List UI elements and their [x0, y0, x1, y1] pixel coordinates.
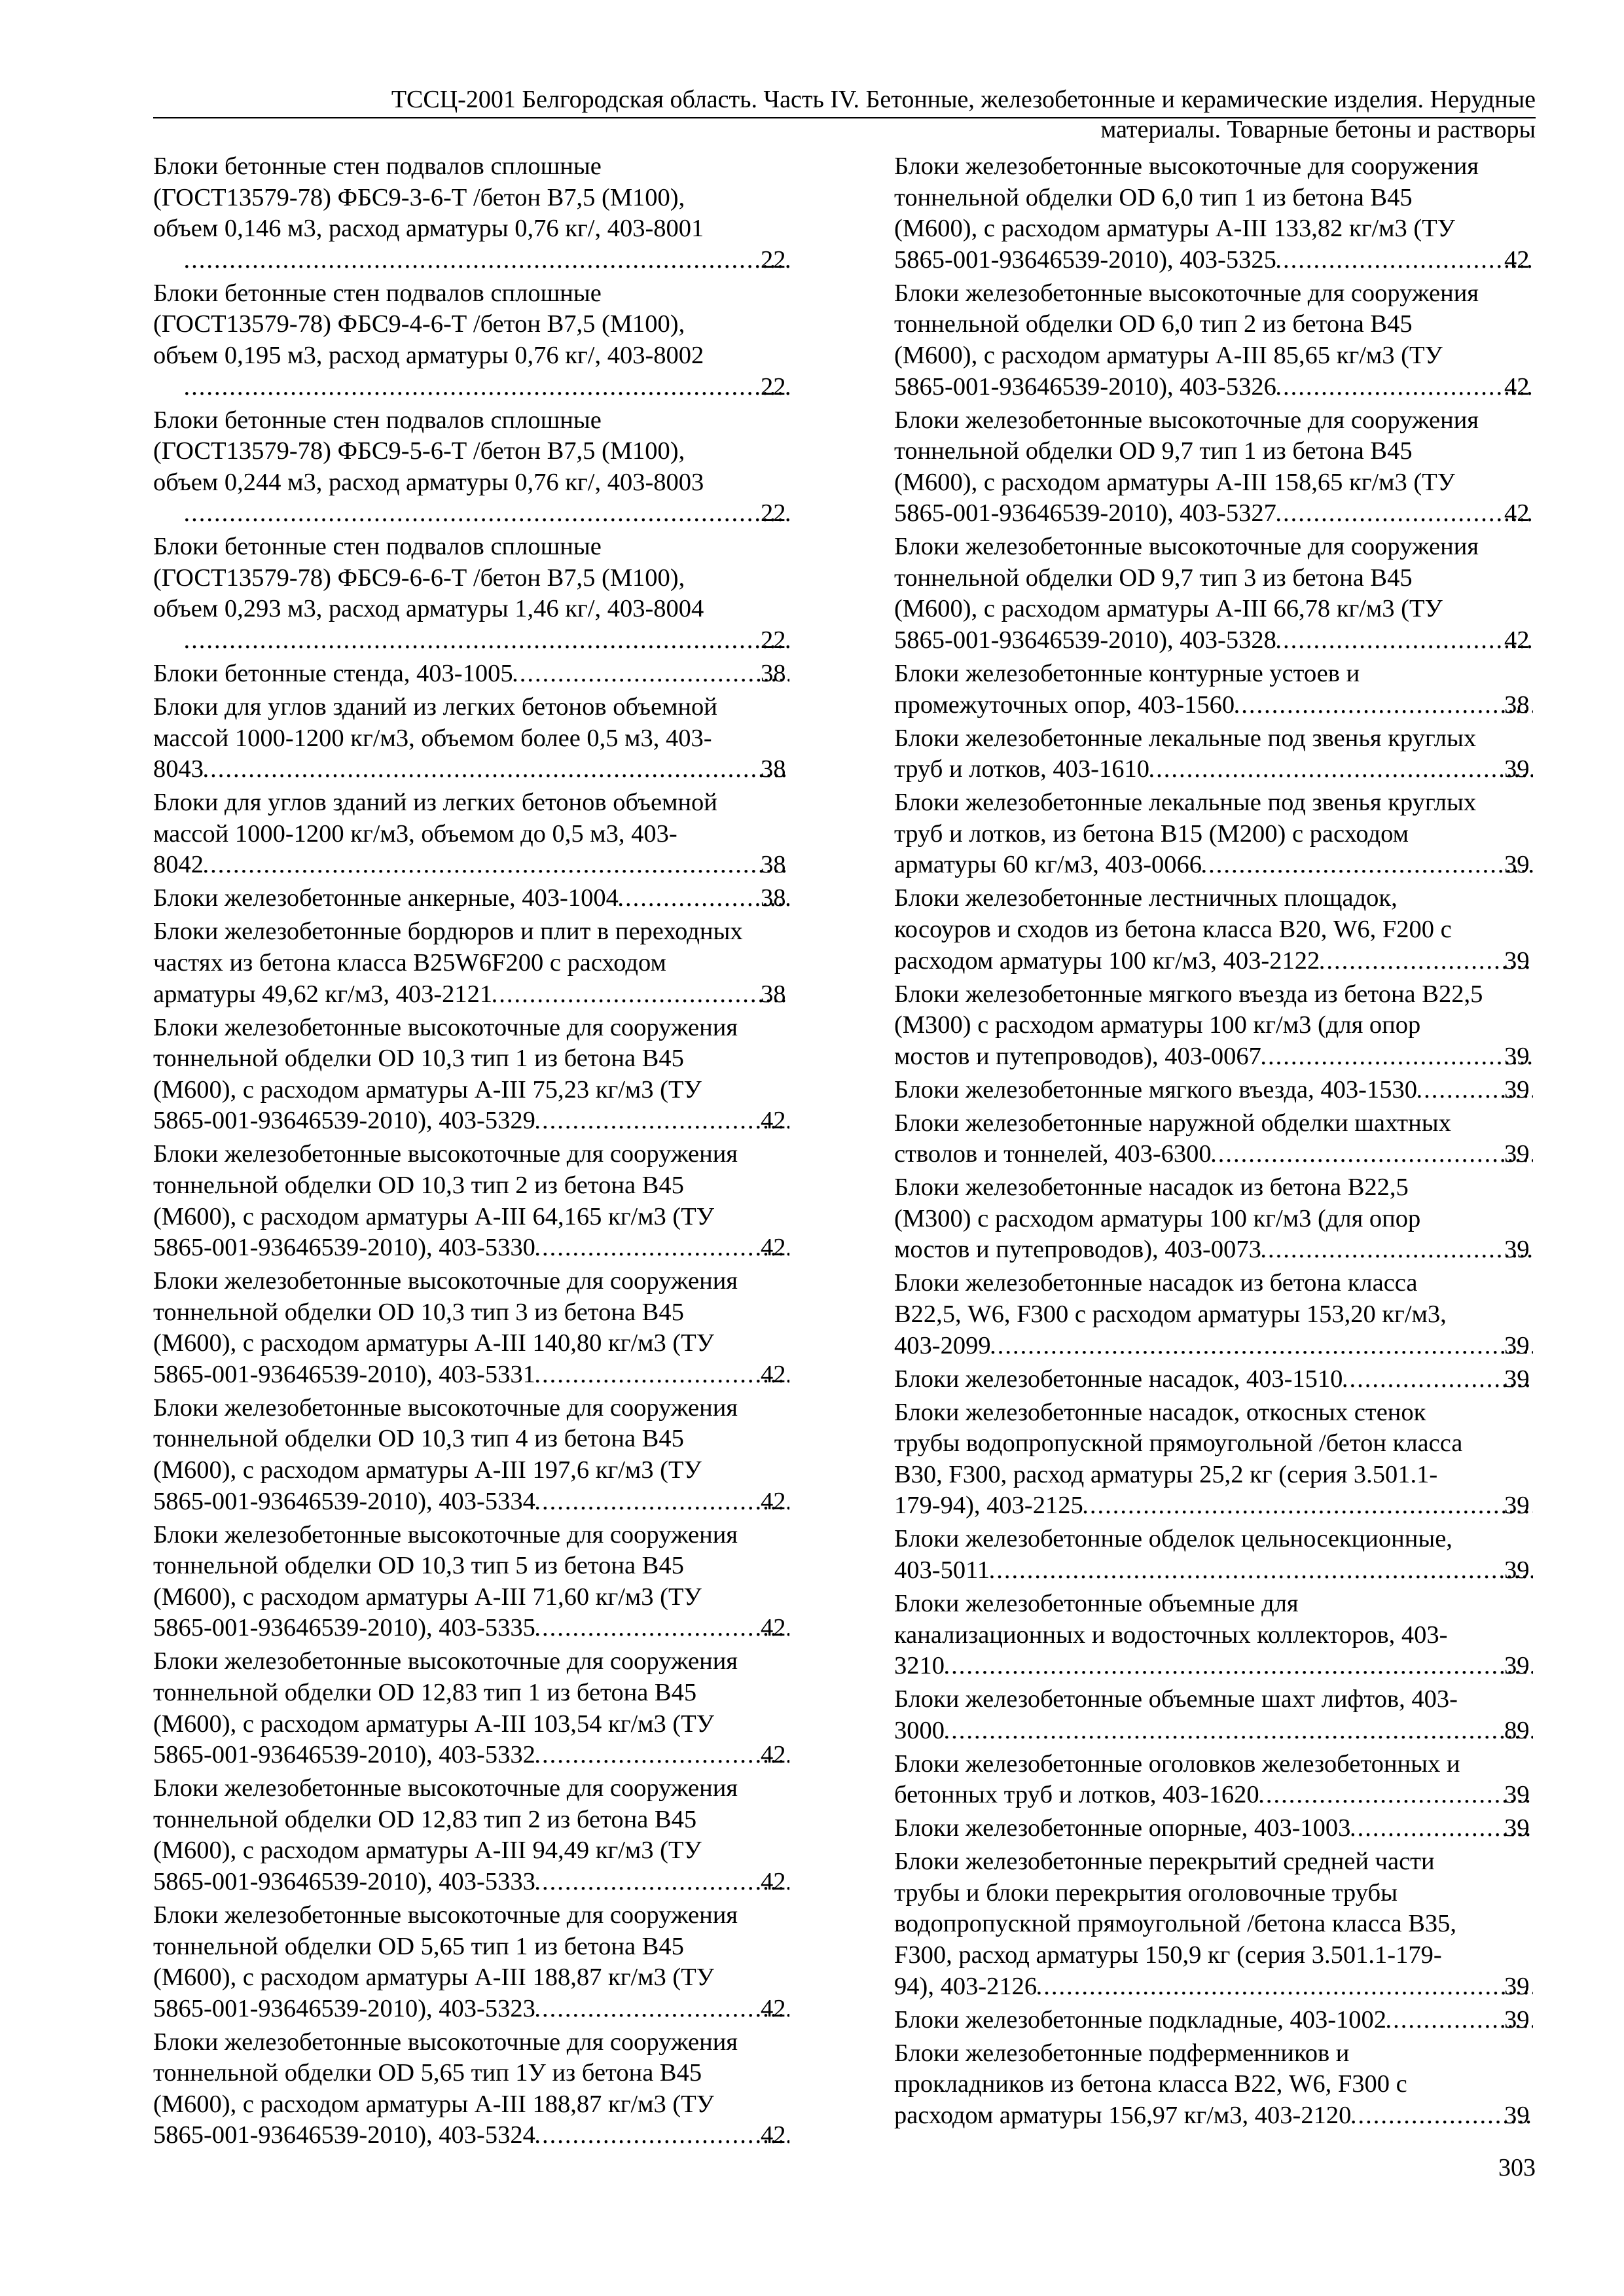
index-column-right [894, 151, 1536, 2134]
entry-text-last: Блоки железобетонные мягкого въезда, 403-1530 [894, 1075, 1417, 1103]
entry-page-number: 38 [761, 660, 786, 688]
entry-leader-line [894, 850, 1536, 881]
entry-leader-line [894, 1234, 1536, 1266]
entry-leader-line [894, 1555, 1536, 1587]
entry-text-line: Блоки железобетонные оголовков железобетонных и [894, 1749, 1460, 1778]
dot-leader [1037, 1971, 1533, 2003]
dot-leader [535, 1613, 789, 1644]
entry-text-line: В22,5, W6, F300 с расходом арматуры 153,20 кг/м3, [894, 1300, 1447, 1329]
index-entry [894, 658, 1536, 721]
entry-leader-line [894, 1780, 1536, 1811]
entry-leader-line [153, 1486, 792, 1518]
entry-text-last: 5865-001-93646539-2010), 403-5334 [153, 1487, 535, 1515]
dot-leader [204, 754, 789, 785]
entry-text-line: тоннельной обделки OD 5,65 тип 1У из бетона В45 [153, 2059, 702, 2087]
entry-text-last: 403-2099 [894, 1331, 991, 1359]
index-entry [153, 2027, 792, 2151]
entry-text-last: мостов и путепроводов), 403-0073 [894, 1236, 1261, 1264]
entry-text-line: частях из бетона класса В25W6F200 с расходом [153, 948, 666, 977]
entry-text-last: арматуры 60 кг/м3, 403-0066 [894, 851, 1202, 879]
dot-leader [1212, 1139, 1533, 1170]
entry-text-last: 5865-001-93646539-2010), 403-5335 [153, 1614, 535, 1642]
dot-leader [535, 1105, 789, 1137]
entry-text-line: Блоки бетонные стен подвалов сплошные [153, 152, 602, 180]
entry-leader-line [153, 1613, 792, 1644]
header-line-1: ТССЦ-2001 Белгородская область. Часть IV. Бетонные, железобетонные и керамические изделия. Нерудные [391, 86, 1536, 113]
header-line-2: материалы. Товарные бетоны и растворы [1100, 116, 1536, 143]
entry-text-line: Блоки железобетонные высокоточные для сооружения [153, 1013, 738, 1041]
dot-leader [535, 1486, 789, 1518]
entry-page-number: 39 [1504, 2101, 1530, 2129]
entry-page-number: 42 [1504, 499, 1530, 528]
entry-leader-line [894, 2005, 1536, 2036]
entry-page-number: 39 [1504, 1042, 1530, 1070]
entry-page-number: 42 [761, 1741, 786, 1769]
entry-page-number: 39 [1504, 1492, 1530, 1520]
dot-leader [1149, 754, 1533, 785]
entry-text-last: 5865-001-93646539-2010), 403-5331 [153, 1360, 535, 1388]
entry-leader-line [153, 979, 792, 1011]
entry-text-line: Блоки железобетонные высокоточные для сооружения [153, 1267, 738, 1295]
entry-text-last: мостов и путепроводов), 403-0067 [894, 1042, 1261, 1070]
dot-leader [1202, 850, 1533, 881]
entry-leader-line [153, 1994, 792, 2025]
entry-leader-line [894, 946, 1536, 977]
index-entry [153, 916, 792, 1010]
entry-text-line: (М600), с расходом арматуры А-III 94,49 кг/м3 (ТУ [153, 1837, 702, 1865]
index-entry [894, 2005, 1536, 2036]
entry-text-last: труб и лотков, 403-1610 [894, 755, 1150, 783]
entry-text-line: косоуров и сходов из бетона класса В20, W6, F200 с [894, 915, 1452, 943]
index-entry [894, 151, 1536, 276]
entry-text-last: Блоки железобетонные подкладные, 403-1002 [894, 2005, 1387, 2034]
entry-text-line: Блоки бетонные стен подвалов сплошные [153, 533, 602, 561]
entry-text-line: Блоки железобетонные высокоточные для сооружения [153, 1774, 738, 1803]
entry-text-last: 5865-001-93646539-2010), 403-5324 [153, 2121, 535, 2149]
dot-leader [1320, 946, 1533, 977]
dot-leader [204, 850, 789, 881]
entry-text-line: тоннельной обделки OD 12,83 тип 2 из бетона В45 [153, 1805, 697, 1833]
entry-text-line: (ГОСТ13579-78) ФБС9-6-6-Т /бетон В7,5 (М100), [153, 564, 685, 592]
entry-page-number: 39 [1504, 1236, 1530, 1264]
entry-text-line: Блоки для углов зданий из легких бетонов объемной [153, 789, 717, 817]
entry-text-line: Блоки железобетонные контурные устоев и [894, 660, 1360, 688]
entry-leader-line [153, 754, 792, 785]
entry-text-last: 8043 [153, 755, 204, 783]
entry-leader-line [894, 690, 1536, 721]
entry-text-line: Блоки железобетонные лекальные под звенья круглых [894, 789, 1477, 817]
index-entry [153, 278, 792, 403]
entry-text-line: Блоки для углов зданий из легких бетонов объемной [153, 693, 717, 721]
entry-text-line: Блоки железобетонные наружной обделки шахтных [894, 1109, 1451, 1137]
entry-page-number: 22 [761, 499, 786, 528]
entry-leader-line [894, 2100, 1536, 2132]
entry-text-line: тоннельной обделки OD 10,3 тип 2 из бетона В45 [153, 1171, 684, 1199]
entry-page-number: 39 [1504, 755, 1530, 783]
entry-page-number: 39 [1504, 851, 1530, 879]
entry-text-line: тоннельной обделки OD 12,83 тип 1 из бетона В45 [153, 1678, 697, 1706]
entry-leader-line [894, 1331, 1536, 1362]
dot-leader [945, 1651, 1533, 1682]
entry-leader-line [185, 372, 792, 403]
entry-page-number: 39 [1504, 2005, 1530, 2034]
index-entry [153, 1773, 792, 1897]
dot-leader [1276, 498, 1533, 529]
entry-text-line: Блоки железобетонные насадок из бетона класса [894, 1269, 1418, 1297]
entry-leader-line [185, 245, 792, 276]
entry-leader-line [894, 245, 1536, 276]
entry-text-line: водопропускной прямоугольной /бетона класса В35, [894, 1910, 1457, 1938]
entry-text-line: Блоки железобетонные объемные для [894, 1589, 1299, 1617]
entry-text-line: (М600), с расходом арматуры А-III 66,78 кг/м3 (ТУ [894, 595, 1443, 623]
header-rule [153, 117, 1536, 118]
entry-page-number: 39 [1504, 1140, 1530, 1168]
entry-leader-line [894, 1971, 1536, 2003]
index-entry [894, 2038, 1536, 2132]
entry-text-line: Блоки железобетонные высокоточные для сооружения [153, 1520, 738, 1549]
entry-page-number: 42 [1504, 626, 1530, 655]
entry-leader-line [894, 1715, 1536, 1747]
entry-page-number: 38 [1504, 691, 1530, 719]
index-entry [894, 1684, 1536, 1746]
entry-text-line: (М600), с расходом арматуры А-III 188,87 кг/м3 (ТУ [153, 1964, 715, 1992]
entry-text-line: (М600), с расходом арматуры А-III 85,65 кг/м3 (ТУ [894, 341, 1443, 369]
entry-text-line: тоннельной обделки OD 10,3 тип 5 из бетона В45 [153, 1552, 684, 1580]
entry-text-line: Блоки железобетонные насадок, откосных стенок [894, 1398, 1426, 1426]
entry-text-last: 5865-001-93646539-2010), 403-5325 [894, 245, 1276, 274]
entry-text-line: массой 1000-1200 кг/м3, объемом более 0,5 м3, 403- [153, 724, 712, 752]
dot-leader [1235, 690, 1533, 721]
index-entry [153, 692, 792, 785]
entry-text-line: трубы и блоки перекрытия оголовочные трубы [894, 1878, 1398, 1907]
entry-page-number: 39 [1504, 1331, 1530, 1359]
entry-text-line: (М600), с расходом арматуры А-III 64,165 кг/м3 (ТУ [153, 1202, 715, 1230]
entry-text-line: F300, расход арматуры 150,9 кг (серия 3.501.1-179- [894, 1941, 1442, 1969]
entry-leader-line [185, 625, 792, 656]
entry-text-line: прокладников из бетона класса В22, W6, F300 с [894, 2070, 1407, 2098]
entry-text-line: тоннельной обделки OD 6,0 тип 1 из бетона В45 [894, 183, 1413, 211]
entry-page-number: 22 [761, 372, 786, 401]
entry-page-number: 38 [761, 755, 786, 783]
entry-text-last: 5865-001-93646539-2010), 403-5333 [153, 1867, 535, 1895]
entry-page-number: 42 [1504, 245, 1530, 274]
entry-page-number: 42 [761, 1234, 786, 1262]
entry-text-last: 8042 [153, 851, 204, 879]
entry-text-line: Блоки железобетонные высокоточные для сооружения [153, 2028, 738, 2056]
dot-leader [535, 2120, 789, 2151]
entry-page-number: 38 [761, 980, 786, 1008]
entry-text-last: 5865-001-93646539-2010), 403-5332 [153, 1741, 535, 1769]
entry-leader-line [894, 498, 1536, 529]
entry-text-line: Блоки железобетонные лестничных площадок, [894, 884, 1398, 912]
entry-text-line: массой 1000-1200 кг/м3, объемом до 0,5 м3, 403- [153, 819, 677, 848]
entry-text-line: объем 0,146 м3, расход арматуры 0,76 кг/, 403-8001 [153, 215, 704, 243]
entry-leader-line [153, 2120, 792, 2151]
entry-leader-line [894, 1364, 1536, 1395]
entry-text-line: трубы водопропускной прямоугольной /бетон класса [894, 1429, 1463, 1458]
dot-leader [1276, 372, 1533, 403]
entry-text-line: тоннельной обделки OD 5,65 тип 1 из бетона В45 [153, 1932, 684, 1960]
index-entry [153, 1646, 792, 1770]
entry-text-line: Блоки бетонные стен подвалов сплошные [153, 406, 602, 434]
entry-text-last: 5865-001-93646539-2010), 403-5326 [894, 372, 1276, 401]
index-entry [894, 1364, 1536, 1395]
dot-leader [185, 245, 789, 276]
entry-leader-line [894, 1041, 1536, 1073]
entry-text-line: В30, F300, расход арматуры 25,2 кг (серия 3.501.1- [894, 1460, 1438, 1488]
index-entry [894, 1813, 1536, 1844]
entry-text-line: объем 0,195 м3, расход арматуры 0,76 кг/, 403-8002 [153, 341, 704, 369]
entry-page-number: 42 [761, 1614, 786, 1642]
entry-leader-line [153, 1105, 792, 1137]
entry-text-line: Блоки железобетонные перекрытий средней части [894, 1848, 1435, 1876]
dot-leader [535, 1740, 789, 1771]
entry-text-last: 5865-001-93646539-2010), 403-5328 [894, 626, 1276, 655]
entry-text-line: Блоки железобетонные обделок цельносекционные, [894, 1525, 1453, 1553]
entry-page-number: 42 [761, 1994, 786, 2022]
index-entry [153, 531, 792, 656]
dot-leader [1276, 625, 1533, 656]
index-entry [894, 1524, 1536, 1586]
entry-leader-line [894, 1490, 1536, 1522]
entry-leader-line [153, 1740, 792, 1771]
index-entry [153, 1266, 792, 1390]
dot-leader [185, 372, 789, 403]
entry-text-line: (М600), с расходом арматуры А-III 133,82 кг/м3 (ТУ [894, 215, 1456, 243]
entry-text-line: Блоки железобетонные высокоточные для сооружения [153, 1140, 738, 1168]
index-entry [153, 1013, 792, 1137]
entry-text-line: Блоки железобетонные объемные шахт лифтов, 403- [894, 1685, 1458, 1713]
dot-leader [535, 1359, 789, 1391]
entry-leader-line [894, 625, 1536, 656]
index-entry [894, 883, 1536, 977]
entry-text-line: Блоки железобетонные высокоточные для сооружения [894, 533, 1479, 561]
entry-text-line: тоннельной обделки OD 10,3 тип 1 из бетона В45 [153, 1045, 684, 1073]
entry-leader-line [153, 1232, 792, 1264]
entry-text-line: (М600), с расходом арматуры А-III 140,80 кг/м3 (ТУ [153, 1329, 715, 1357]
entry-text-last: 5865-001-93646539-2010), 403-5330 [153, 1234, 535, 1262]
entry-leader-line [185, 498, 792, 529]
entry-text-line: Блоки железобетонные высокоточные для сооружения [153, 1901, 738, 1929]
entry-text-line: (М600), с расходом арматуры А-III 71,60 кг/м3 (ТУ [153, 1583, 702, 1611]
entry-page-number: 39 [1504, 1814, 1530, 1842]
entry-text-last: Блоки железобетонные анкерные, 403-1004 [153, 884, 619, 912]
index-entry [153, 1139, 792, 1263]
entry-text-line: Блоки железобетонные бордюров и плит в переходных [153, 918, 743, 946]
index-entry [894, 1749, 1536, 1811]
entry-leader-line [153, 850, 792, 881]
index-entry [153, 787, 792, 881]
entry-text-line: (ГОСТ13579-78) ФБС9-5-6-Т /бетон В7,5 (М100), [153, 437, 685, 465]
entry-page-number: 42 [761, 1107, 786, 1135]
entry-page-number: 39 [1504, 1781, 1530, 1809]
entry-text-last: 179-94), 403-2125 [894, 1492, 1083, 1520]
entry-page-number: 38 [761, 851, 786, 879]
index-entry [153, 658, 792, 690]
dot-leader [1083, 1490, 1533, 1522]
entry-text-line: (М600), с расходом арматуры А-III 103,54 кг/м3 (ТУ [153, 1710, 715, 1738]
entry-leader-line [894, 372, 1536, 403]
dot-leader [185, 625, 789, 656]
index-entry [153, 405, 792, 529]
entry-text-last: арматуры 49,62 кг/м3, 403-2121 [153, 980, 493, 1008]
index-entry [894, 405, 1536, 529]
entry-text-last: промежуточных опор, 403-1560 [894, 691, 1235, 719]
entry-page-number: 42 [761, 1867, 786, 1895]
entry-page-number: 42 [761, 1360, 786, 1388]
entry-text-last: стволов и тоннелей, 403-6300 [894, 1140, 1212, 1168]
entry-text-last: 5865-001-93646539-2010), 403-5327 [894, 499, 1276, 528]
entry-text-line: (М600), с расходом арматуры А-III 75,23 кг/м3 (ТУ [153, 1075, 702, 1103]
entry-page-number: 39 [1504, 946, 1530, 975]
entry-text-last: Блоки бетонные стенда, 403-1005 [153, 660, 513, 688]
entry-text-line: (М600), с расходом арматуры А-III 158,65 кг/м3 (ТУ [894, 468, 1456, 496]
page-number: 303 [1498, 2154, 1536, 2181]
running-header [153, 84, 1536, 145]
entry-page-number: 39 [1504, 1075, 1530, 1103]
entry-text-line: тоннельной обделки OD 10,3 тип 3 из бетона В45 [153, 1298, 684, 1326]
index-entry [894, 1108, 1536, 1170]
entry-text-line: (М600), с расходом арматуры А-III 197,6 кг/м3 (ТУ [153, 1456, 702, 1484]
entry-page-number: 39 [1504, 1556, 1530, 1584]
dot-leader [1261, 1041, 1533, 1073]
dot-leader [990, 1555, 1533, 1587]
entry-text-line: (ГОСТ13579-78) ФБС9-3-6-Т /бетон В7,5 (М100), [153, 183, 685, 211]
entry-text-line: объем 0,293 м3, расход арматуры 1,46 кг/, 403-8004 [153, 595, 704, 623]
index-entry [894, 1588, 1536, 1682]
entry-page-number: 42 [761, 2121, 786, 2149]
entry-leader-line [894, 1075, 1536, 1106]
entry-text-line: (М300) с расходом арматуры 100 кг/м3 (для опор [894, 1204, 1421, 1232]
index-entry [894, 787, 1536, 881]
entry-leader-line [894, 1813, 1536, 1844]
entry-text-last: расходом арматуры 100 кг/м3, 403-2122 [894, 946, 1320, 975]
entry-text-last: 94), 403-2126 [894, 1972, 1038, 2000]
dot-leader [991, 1331, 1533, 1362]
index-entry [153, 1393, 792, 1517]
entry-text-line: Блоки железобетонные высокоточные для сооружения [894, 152, 1479, 180]
entry-text-line: тоннельной обделки OD 9,7 тип 1 из бетона В45 [894, 437, 1413, 465]
entry-text-last: 5865-001-93646539-2010), 403-5323 [153, 1994, 535, 2022]
entry-text-line: труб и лотков, из бетона В15 (М200) с расходом [894, 819, 1409, 848]
index-entry [894, 1172, 1536, 1266]
entry-leader-line [153, 1359, 792, 1391]
entry-text-line: Блоки железобетонные высокоточные для сооружения [894, 279, 1479, 307]
index-entry [153, 883, 792, 914]
entry-page-number: 39 [1504, 1652, 1530, 1680]
entry-page-number: 89 [1504, 1716, 1530, 1744]
dot-leader [185, 498, 789, 529]
index-entry [153, 1900, 792, 2024]
entry-text-line: Блоки железобетонные высокоточные для сооружения [153, 1393, 738, 1422]
entry-leader-line [894, 1139, 1536, 1170]
index-entry [894, 1846, 1536, 2002]
entry-text-line: Блоки железобетонные высокоточные для сооружения [894, 406, 1479, 434]
index-entry [894, 531, 1536, 656]
entry-page-number: 22 [761, 245, 786, 274]
entry-leader-line [153, 658, 792, 690]
index-entry [894, 979, 1536, 1073]
entry-text-last: расходом арматуры 156,97 кг/м3, 403-2120 [894, 2101, 1352, 2129]
entry-text-last: 3210 [894, 1652, 945, 1680]
entry-text-last: 5865-001-93646539-2010), 403-5329 [153, 1107, 535, 1135]
dot-leader [1276, 245, 1533, 276]
index-entry [894, 1397, 1536, 1522]
entry-text-line: Блоки железобетонные мягкого въезда из бетона В22,5 [894, 980, 1483, 1008]
entry-text-last: Блоки железобетонные опорные, 403-1003 [894, 1814, 1351, 1842]
entry-text-line: Блоки железобетонные лекальные под звенья круглых [894, 724, 1477, 752]
dot-leader [535, 1994, 789, 2025]
entry-text-last: Блоки железобетонные насадок, 403-1510 [894, 1365, 1343, 1393]
entry-text-line: канализационных и водосточных коллекторов, 403- [894, 1621, 1448, 1649]
entry-text-line: тоннельной обделки OD 6,0 тип 2 из бетона В45 [894, 310, 1413, 338]
entry-text-line: (ГОСТ13579-78) ФБС9-4-6-Т /бетон В7,5 (М100), [153, 310, 685, 338]
index-entry [894, 1268, 1536, 1361]
entry-leader-line [153, 1867, 792, 1898]
entry-text-line: тоннельной обделки OD 10,3 тип 4 из бетона В45 [153, 1425, 684, 1453]
entry-text-line: Блоки железобетонные подферменников и [894, 2039, 1350, 2067]
index-entry [153, 1520, 792, 1644]
entry-text-line: Блоки бетонные стен подвалов сплошные [153, 279, 602, 307]
entry-text-line: Блоки железобетонные насадок из бетона В22,5 [894, 1174, 1409, 1202]
dot-leader [1261, 1234, 1533, 1266]
entry-page-number: 39 [1504, 1972, 1530, 2000]
dot-leader [492, 979, 789, 1011]
index-entry [894, 278, 1536, 403]
entry-text-line: (М300) с расходом арматуры 100 кг/м3 (для опор [894, 1011, 1421, 1039]
entry-text-line: Блоки железобетонные высокоточные для сооружения [153, 1647, 738, 1676]
entry-text-line: (М600), с расходом арматуры А-III 188,87 кг/м3 (ТУ [153, 2090, 715, 2118]
dot-leader [513, 658, 789, 690]
dot-leader [1259, 1780, 1533, 1811]
entry-leader-line [153, 883, 792, 914]
index-entry [894, 1075, 1536, 1106]
dot-leader [535, 1867, 789, 1898]
index-entry [894, 723, 1536, 785]
index-column-left [153, 151, 792, 2153]
entry-page-number: 42 [1504, 372, 1530, 401]
entry-text-last: 403-5011 [894, 1556, 990, 1584]
dot-leader [535, 1232, 789, 1264]
entry-text-last: бетонных труб и лотков, 403-1620 [894, 1781, 1259, 1809]
entry-page-number: 22 [761, 626, 786, 655]
entry-text-line: объем 0,244 м3, расход арматуры 0,76 кг/, 403-8003 [153, 468, 704, 496]
entry-page-number: 39 [1504, 1365, 1530, 1393]
entry-page-number: 42 [761, 1487, 786, 1515]
index-entry [153, 151, 792, 276]
entry-page-number: 38 [761, 884, 786, 912]
entry-text-line: тоннельной обделки OD 9,7 тип 3 из бетона В45 [894, 564, 1413, 592]
entry-text-last: 3000 [894, 1716, 945, 1744]
entry-leader-line [894, 1651, 1536, 1682]
dot-leader [945, 1715, 1533, 1747]
entry-leader-line [894, 754, 1536, 785]
